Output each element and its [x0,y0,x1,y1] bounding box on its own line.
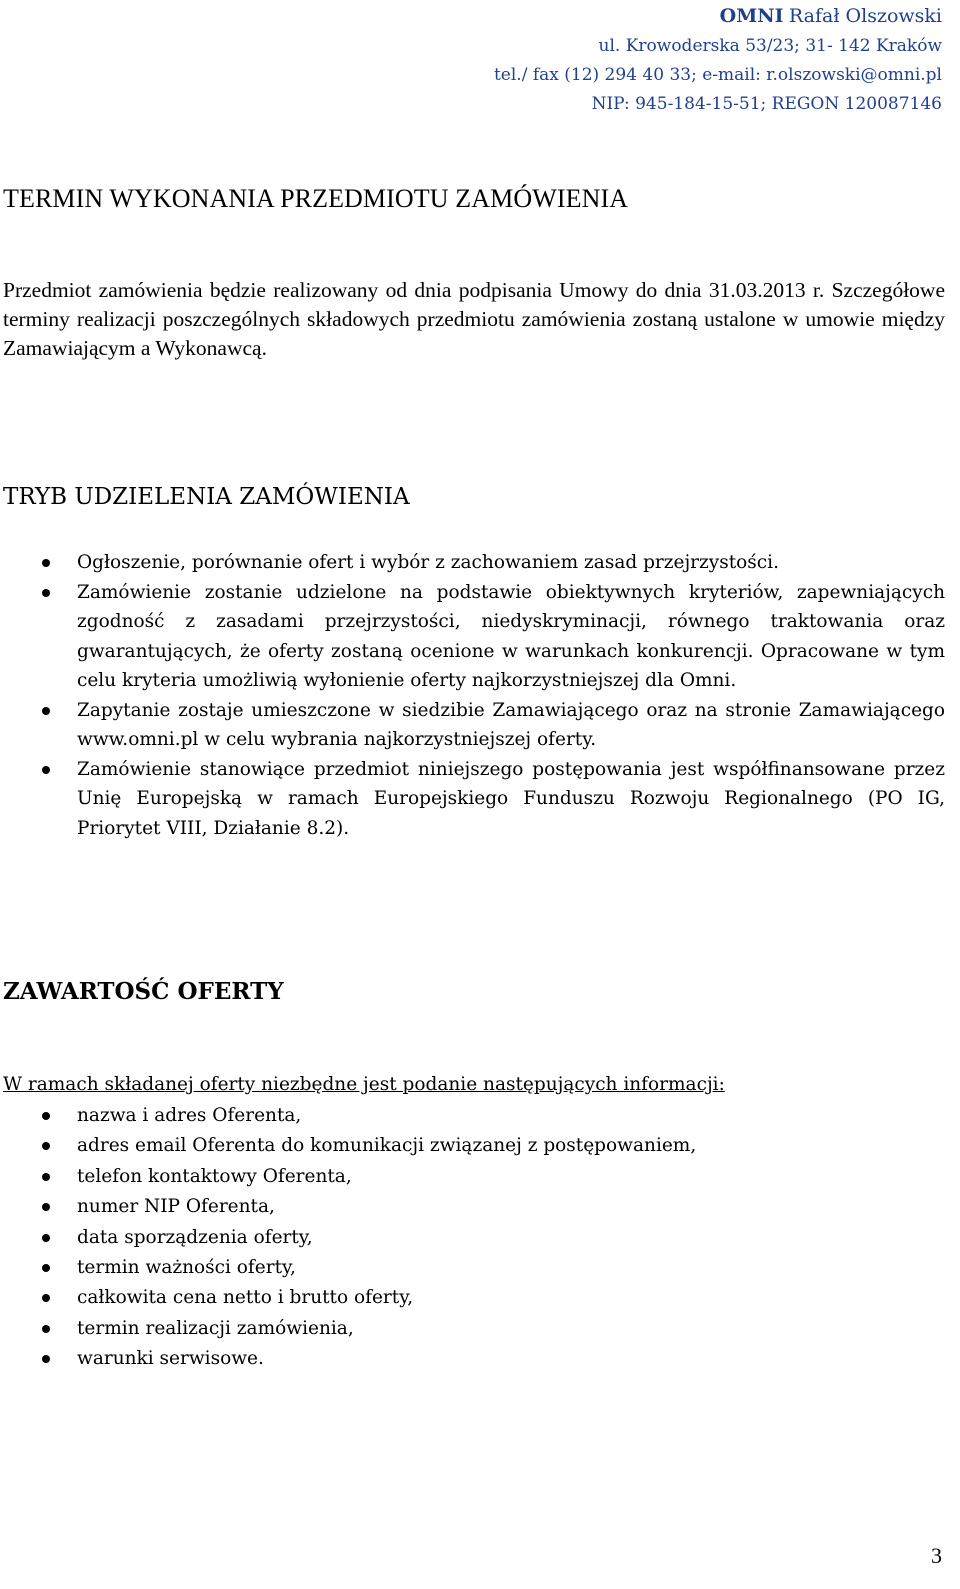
page-number: 3 [931,1543,942,1568]
list-item: Ogłoszenie, porównanie ofert i wybór z zachowaniem zasad przejrzystości. [3,548,945,578]
procedure-list [3,548,945,843]
offer-content-intro: W ramach składanej oferty niezbędne jest podanie następujących informacji: [3,1074,725,1095]
list-item: Zamówienie stanowiące przedmiot niniejszego postępowania jest współfinansowane przez Unię Europejską w ramach Europejskiego Funduszu Rozwoju Regionalnego (PO IG, Priorytet VIII, Działanie 8.2). [3,755,945,844]
list-item: adres email Oferenta do komunikacji związanej z postępowaniem, [3,1131,903,1161]
section-heading-offer-content: ZAWARTOŚĆ OFERTY [3,978,284,1005]
company-owner: Rafał Olszowski [788,5,942,27]
deadline-paragraph: Przedmiot zamówienia będzie realizowany od dnia podpisania Umowy do dnia 31.03.2013 r. Szczegółowe terminy realizacji poszczególnych składowych przedmiotu zamówienia zostaną ustalone w umowie między Zamawiającym a Wykonawcą. [3,278,945,360]
list-item: warunki serwisowe. [3,1344,903,1374]
list-item: telefon kontaktowy Oferenta, [3,1162,903,1192]
letterhead [494,2,942,119]
letterhead-title-line [494,2,942,32]
company-address: ul. Krowoderska 53/23; 31- 142 Kraków [598,36,942,56]
list-item: numer NIP Oferenta, [3,1192,903,1222]
list-item: Zamówienie zostanie udzielone na podstawie obiektywnych kryteriów, zapewniających zgodność z zasadami przejrzystości, niedyskryminacji, równego traktowania oraz gwarantujących, że oferty zostaną ocenione w warunkach konkurencji. Opracowane w tym celu kryteria umożliwią wyłonienie oferty najkorzystniejszej dla Omni. [3,578,945,696]
company-brand: OMNI [719,5,784,27]
list-item: całkowita cena netto i brutto oferty, [3,1283,903,1313]
section-heading-procedure: TRYB UDZIELENIA ZAMÓWIENIA [3,484,410,510]
list-item: Zapytanie zostaje umieszczone w siedzibie Zamawiającego oraz na stronie Zamawiającego www.omni.pl w celu wybrania najkorzystniejszej oferty. [3,696,945,755]
list-item: termin realizacji zamówienia, [3,1314,903,1344]
list-item: data sporządzenia oferty, [3,1223,903,1253]
company-contact: tel./ fax (12) 294 40 33; e-mail: r.olszowski@omni.pl [493,65,942,85]
list-item: termin ważności oferty, [3,1253,903,1283]
section-heading-deadline: TERMIN WYKONANIA PRZEDMIOTU ZAMÓWIENIA [3,184,629,213]
offer-content-list [3,1101,903,1375]
company-ids: NIP: 945-184-15-51; REGON 120087146 [591,94,942,114]
list-item: nazwa i adres Oferenta, [3,1101,903,1131]
